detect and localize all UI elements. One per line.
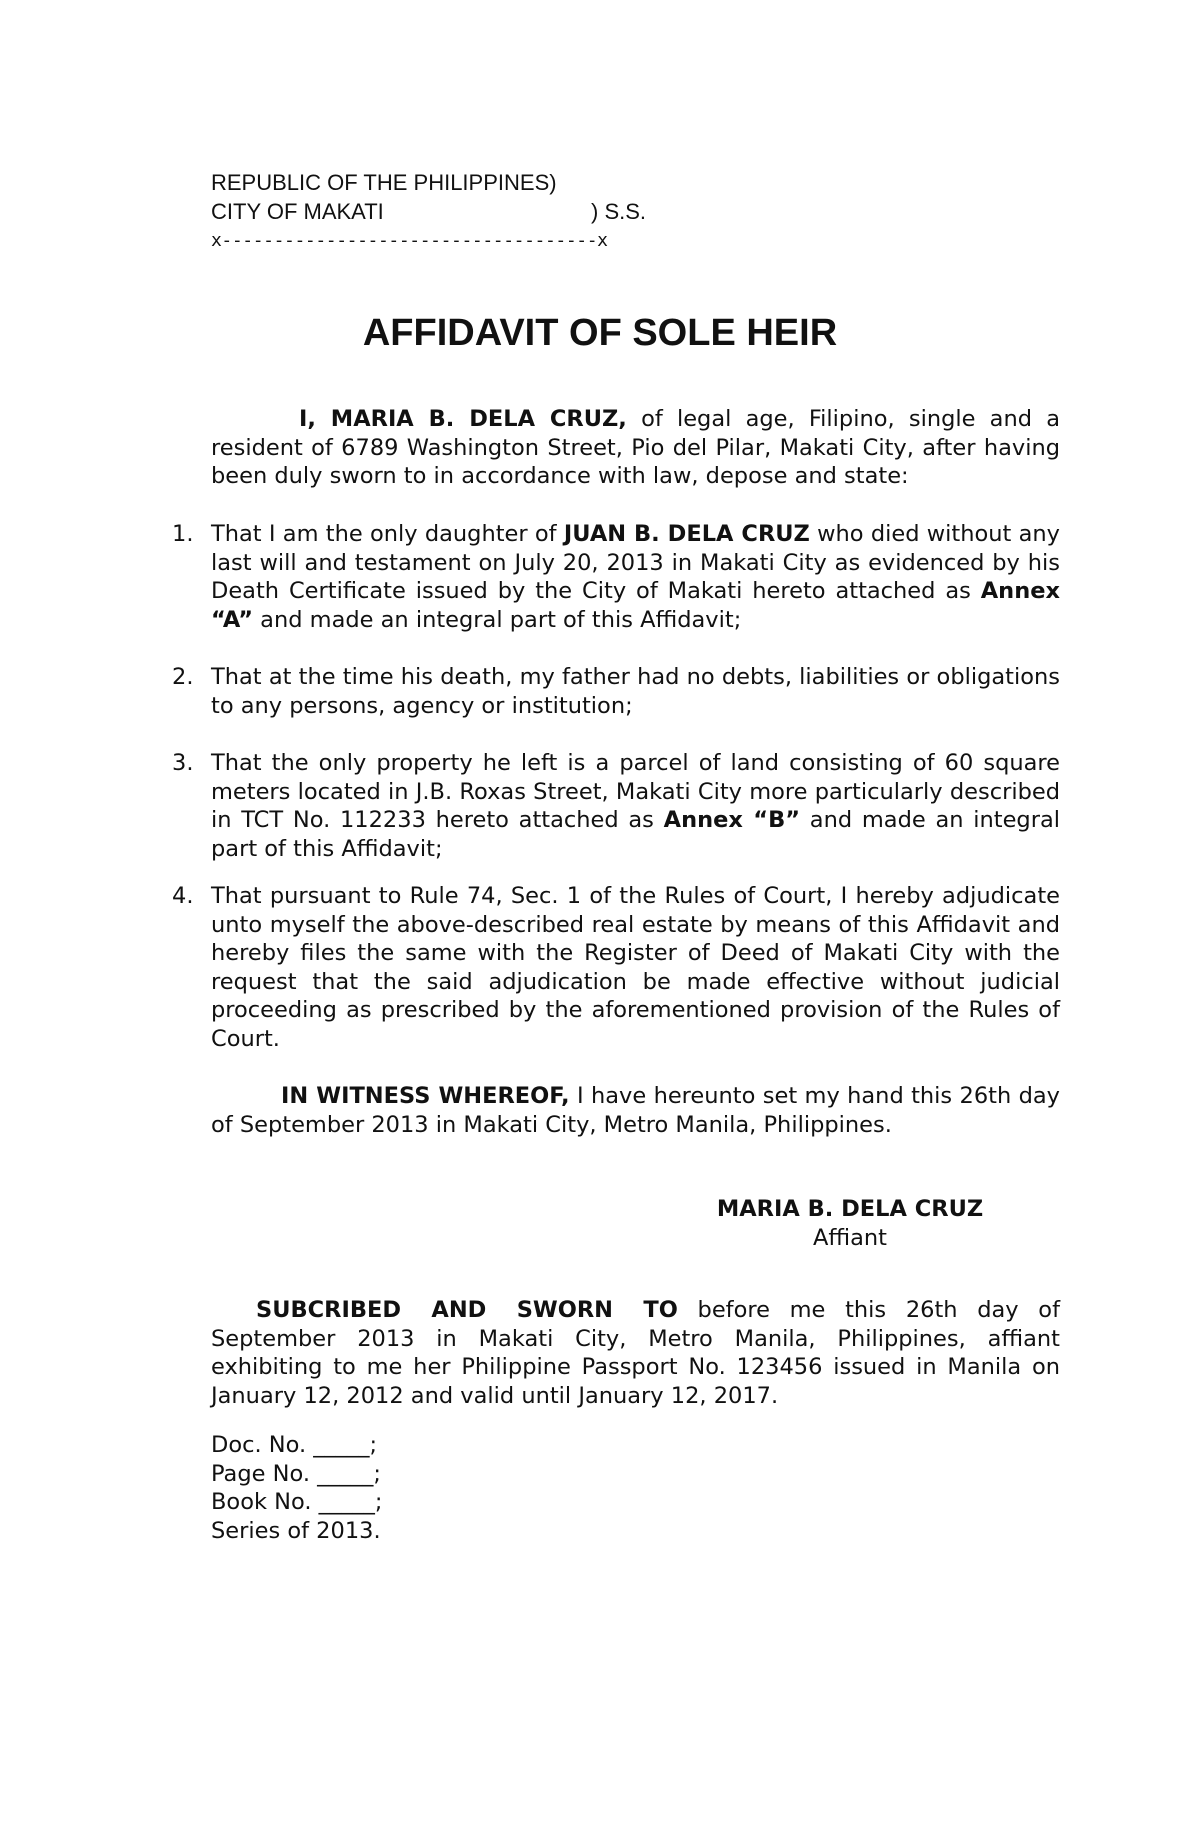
book-no: Book No. _____;: [211, 1489, 383, 1516]
item-number: 4.: [172, 883, 194, 909]
doc-no: Doc. No. _____;: [211, 1432, 378, 1458]
list-item-4: [172, 882, 1060, 1054]
caption-city-line: [211, 197, 731, 226]
venue-caption: [211, 168, 731, 255]
caption-city: CITY OF MAKATI: [211, 199, 384, 224]
decedent-name: JUAN B. DELA CRUZ: [563, 521, 810, 547]
item-number: 2.: [172, 664, 194, 690]
list-item-3: [172, 749, 1060, 863]
annex-b-ref: Annex “B”: [663, 807, 801, 834]
item-text-part: That I am the only daughter of: [211, 521, 564, 547]
jurat-text: before me this 26th day of September 2013 in Makati City, Metro Manila, Philippines, affiant exhibiting to me her Philippine Passport No. 123456 issued in Manila on January 12, 2012 and valid until January 12, 2017.: [211, 1297, 1060, 1409]
intro-paragraph: [211, 405, 1060, 491]
list-item-1: [172, 520, 1060, 634]
list-item-2: [172, 663, 1060, 720]
item-text: That pursuant to Rule 74, Sec. 1 of the Rules of Court, I hereby adjudicate unto myself the above-described real estate by means of this Affidavit and hereby files the same with the Register of Deed of Makati City with the request that the said adjudication be made effective without judicial proceeding as prescribed by the aforementioned provision of the Rules of Court.: [211, 883, 1060, 1052]
item-text: [211, 520, 1060, 634]
caption-ss: ) S.S.: [591, 199, 647, 224]
jurat-paragraph: [211, 1296, 1060, 1410]
affiant-signature-block: [680, 1195, 1020, 1252]
intro-text: of legal age, Filipino, single and a resident of 6789 Washington Street, Pio del Pilar, Makati City, after having been duly sworn to in accordance with law, depose and state:: [211, 406, 1060, 490]
item-text-part: and made an integral part of this Affidavit;: [253, 606, 742, 633]
item-text-part: That the only property he left is a parcel of land consisting of 60 square meters located in J.B. Roxas Street, Makati City more particularly described in TCT No. 112233 hereto attached as: [211, 750, 1060, 834]
affiant-label: Affiant: [812, 1224, 887, 1251]
document-title: AFFIDAVIT OF SOLE HEIR: [362, 312, 838, 354]
item-text: [211, 749, 1060, 863]
affiant-name-intro: I, MARIA B. DELA CRUZ,: [299, 406, 627, 432]
item-text-part: who died without any last will and testament on July 20, 2013 in Makati City as evidenced by his Death Certificate issued by the City of Makati hereto attached as: [211, 521, 1060, 605]
affiant-name: MARIA B. DELA CRUZ: [716, 1196, 984, 1222]
page-no: Page No. _____;: [211, 1460, 381, 1487]
item-text: That at the time his death, my father had no debts, liabilities or obligations to any persons, agency or institution;: [211, 664, 1060, 719]
caption-republic: REPUBLIC OF THE PHILIPPINES): [211, 170, 557, 195]
witness-paragraph: [211, 1082, 1060, 1139]
item-number: 3.: [172, 750, 194, 776]
jurat-heading: SUBCRIBED AND SWORN TO: [256, 1297, 678, 1323]
item-number: 1.: [172, 521, 194, 547]
notarial-register: [211, 1431, 611, 1545]
witness-text: I have hereunto set my hand this 26th day of September 2013 in Makati City, Metro Manila, Philippines.: [211, 1083, 1061, 1138]
series: Series of 2013.: [211, 1517, 381, 1544]
witness-heading: IN WITNESS WHEREOF,: [281, 1083, 570, 1109]
item-text-part: and made an integral part of this Affidavit;: [211, 807, 1060, 862]
caption-divider: x------------------------------------x: [211, 230, 608, 251]
annex-a-ref: Annex “A”: [211, 578, 1060, 633]
